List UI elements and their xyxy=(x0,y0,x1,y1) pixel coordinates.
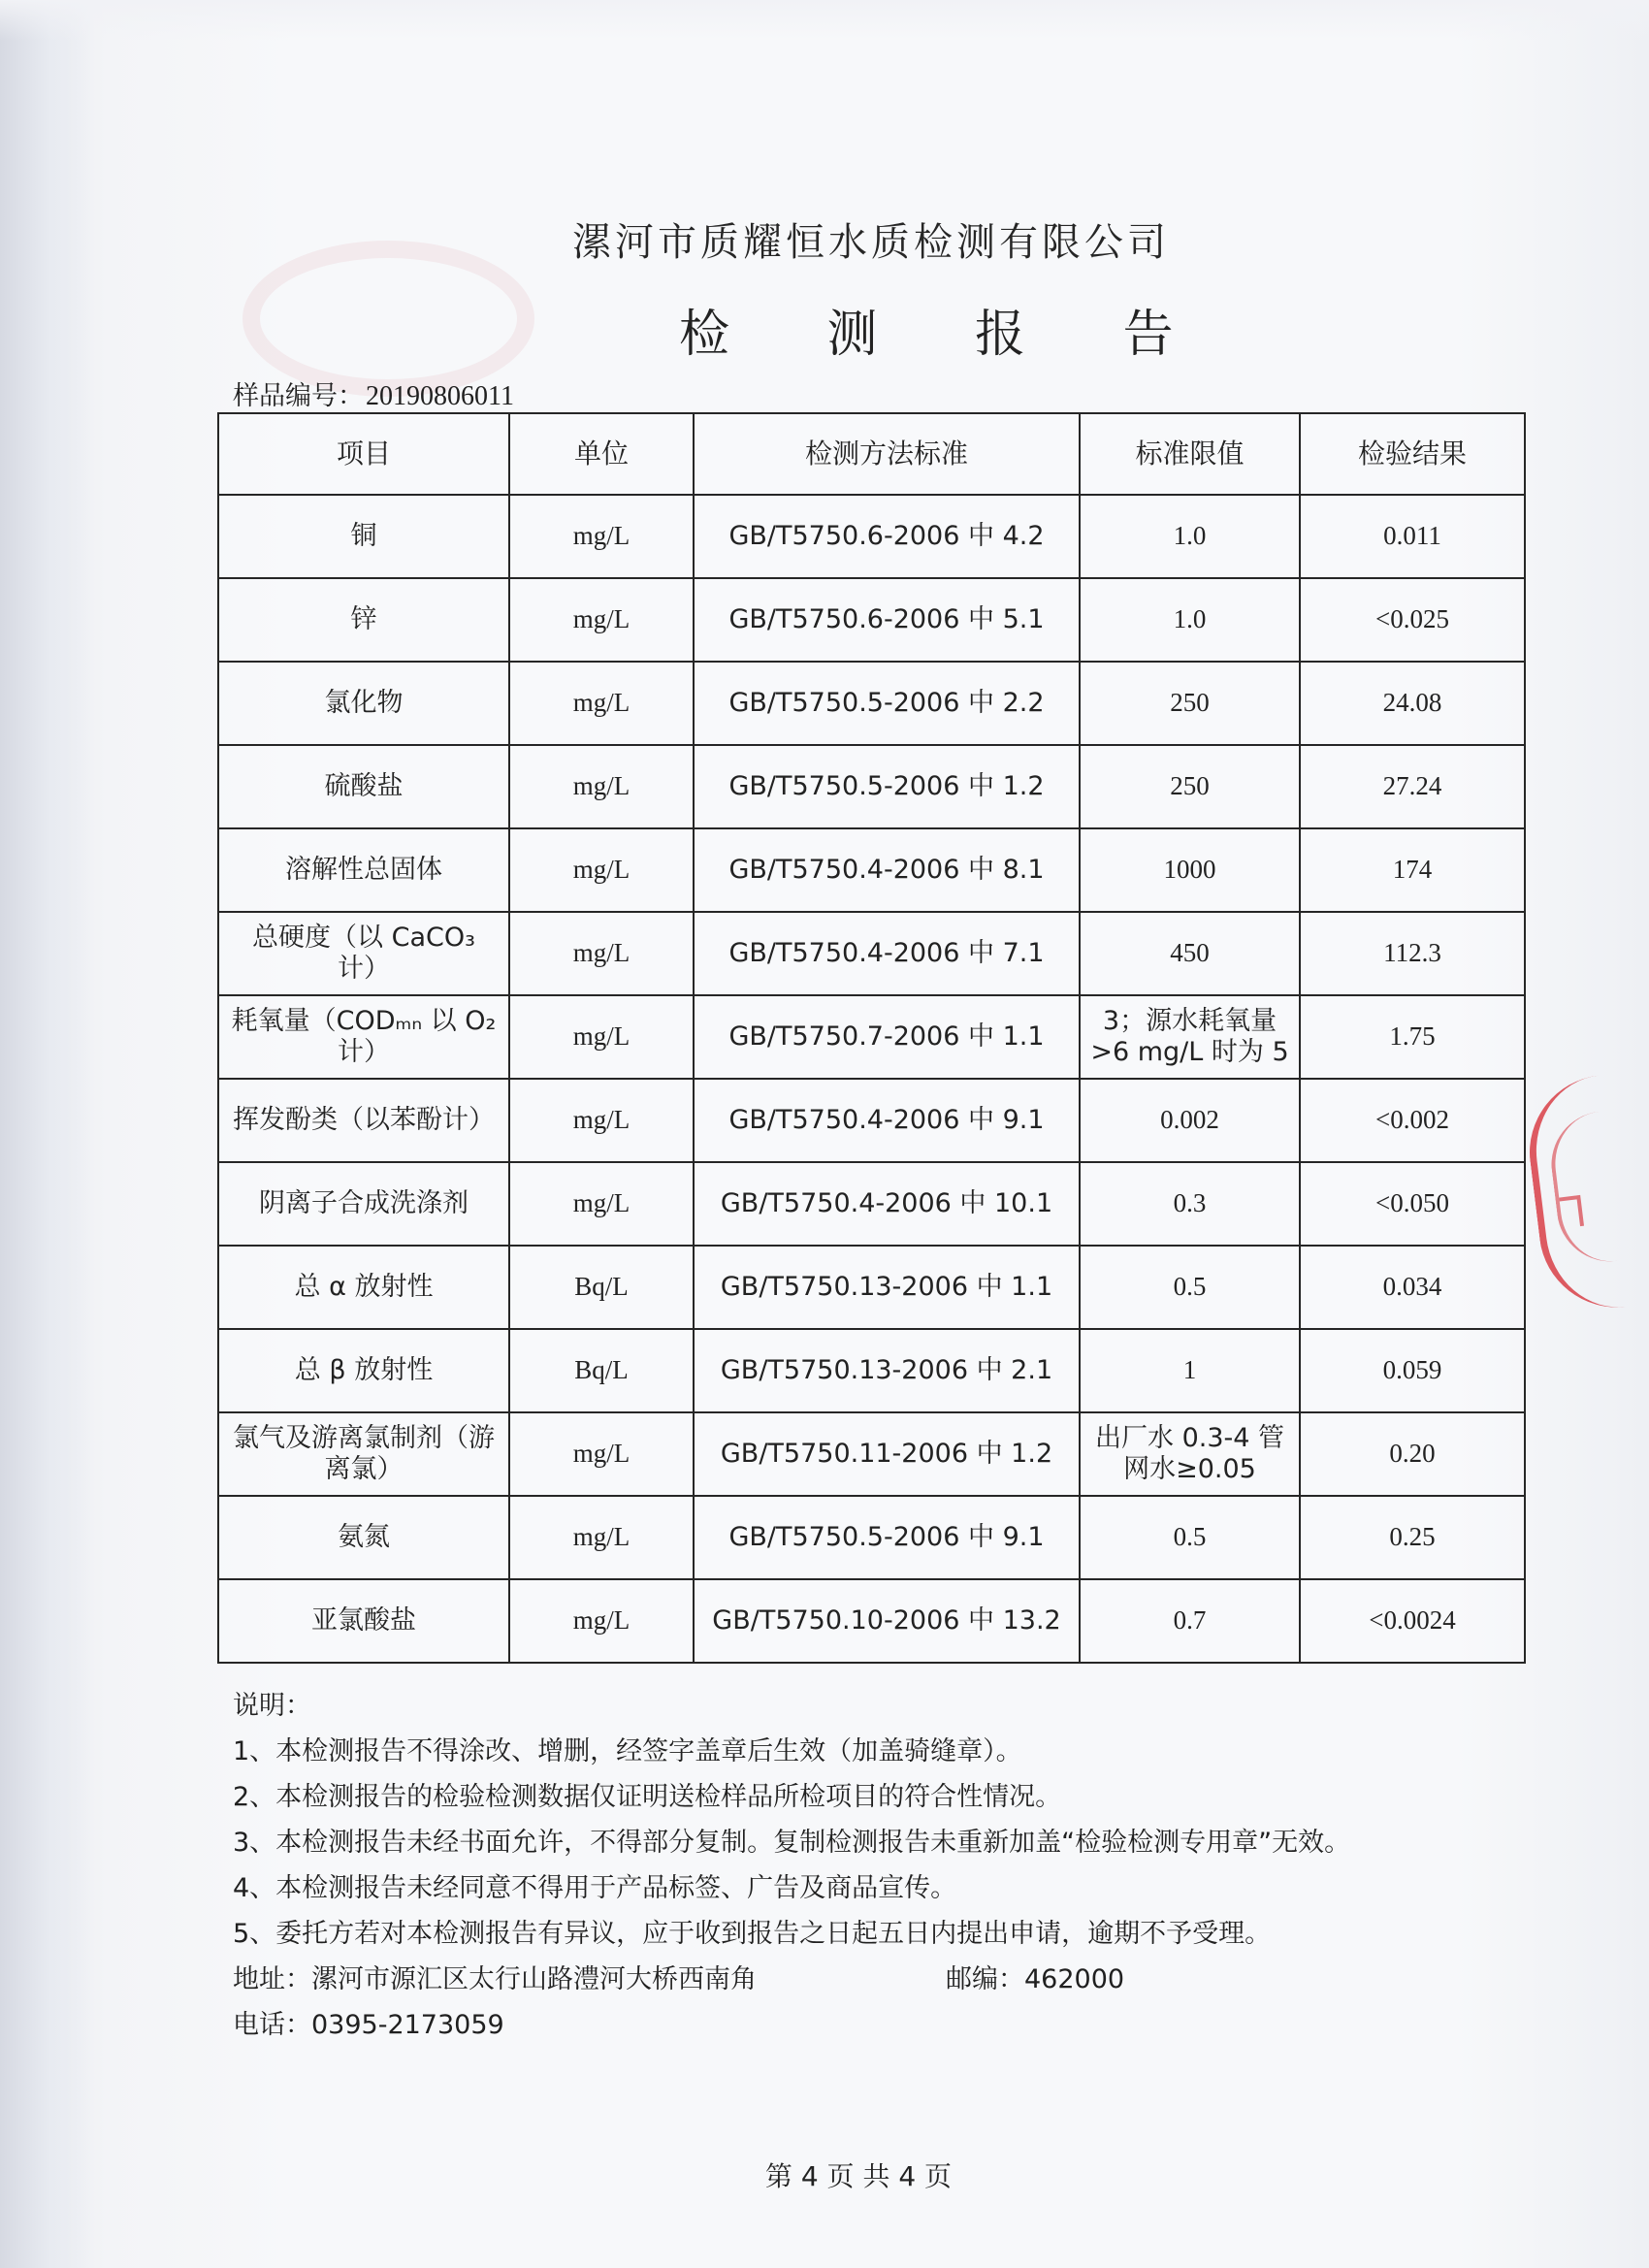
limit-cell: 0.5 xyxy=(1080,1246,1300,1329)
header-item: 项目 xyxy=(218,413,509,495)
unit-cell: mg/L xyxy=(509,1496,694,1579)
result-cell: 112.3 xyxy=(1300,912,1525,995)
table-row xyxy=(218,1079,1525,1162)
limit-cell: 250 xyxy=(1080,662,1300,745)
limit-cell: 3；源水耗氧量 >6 mg/L 时为 5 xyxy=(1080,995,1300,1079)
unit-cell: mg/L xyxy=(509,995,694,1079)
header-standard-limit: 标准限值 xyxy=(1080,413,1300,495)
method-cell: GB/T5750.13-2006 中 2.1 xyxy=(694,1329,1080,1412)
result-cell: 0.011 xyxy=(1300,495,1525,578)
phone-text: 电话：0395-2173059 xyxy=(233,2010,504,2040)
page-number: 第 4 页 共 4 页 xyxy=(764,2160,953,2192)
table-row xyxy=(218,745,1525,828)
item-cell: 锌 xyxy=(218,578,509,662)
table-row xyxy=(218,995,1525,1079)
table-row xyxy=(218,912,1525,995)
table-row xyxy=(218,578,1525,662)
method-cell: GB/T5750.4-2006 中 7.1 xyxy=(694,912,1080,995)
limit-cell: 0.7 xyxy=(1080,1579,1300,1663)
unit-cell: mg/L xyxy=(509,1079,694,1162)
limit-cell: 出厂水 0.3-4 管网水≥0.05 xyxy=(1080,1412,1300,1496)
table-row xyxy=(218,662,1525,745)
method-cell: GB/T5750.4-2006 中 8.1 xyxy=(694,828,1080,912)
method-cell: GB/T5750.11-2006 中 1.2 xyxy=(694,1412,1080,1496)
test-results-table xyxy=(217,412,1526,1664)
result-cell: 0.25 xyxy=(1300,1496,1525,1579)
unit-cell: mg/L xyxy=(509,1412,694,1496)
item-cell: 总 α 放射性 xyxy=(218,1246,509,1329)
result-cell: <0.0024 xyxy=(1300,1579,1525,1663)
header-test-result: 检验结果 xyxy=(1300,413,1525,495)
report-title: 检 测 报 告 xyxy=(679,306,1214,364)
unit-cell: mg/L xyxy=(509,745,694,828)
method-cell: GB/T5750.5-2006 中 9.1 xyxy=(694,1496,1080,1579)
limit-cell: 0.5 xyxy=(1080,1496,1300,1579)
table-row xyxy=(218,1329,1525,1412)
unit-cell: mg/L xyxy=(509,1162,694,1246)
method-cell: GB/T5750.10-2006 中 13.2 xyxy=(694,1579,1080,1663)
sample-number-value: 20190806011 xyxy=(366,381,514,411)
scan-left-shadow xyxy=(0,0,92,2268)
scan-top-shadow xyxy=(0,0,1649,41)
postal-code-text: 邮编：462000 xyxy=(946,1964,1125,1994)
result-cell: 0.059 xyxy=(1300,1329,1525,1412)
result-cell: 0.034 xyxy=(1300,1246,1525,1329)
notes-section xyxy=(233,1683,1513,2048)
sample-number-label: 样品编号： xyxy=(233,381,364,411)
table-row xyxy=(218,1246,1525,1329)
limit-cell: 1 xyxy=(1080,1329,1300,1412)
limit-cell: 1.0 xyxy=(1080,578,1300,662)
note-item: 2、本检测报告的检验检测数据仅证明送检样品所检项目的符合性情况。 xyxy=(233,1782,1062,1812)
unit-cell: mg/L xyxy=(509,578,694,662)
note-item: 3、本检测报告未经书面允许，不得部分复制。复制检测报告未重新加盖“检验检测专用章”无效。 xyxy=(233,1828,1351,1858)
header-unit: 单位 xyxy=(509,413,694,495)
item-cell: 氨氮 xyxy=(218,1496,509,1579)
unit-cell: mg/L xyxy=(509,828,694,912)
note-item: 4、本检测报告未经同意不得用于产品标签、广告及商品宣传。 xyxy=(233,1873,957,1903)
table-row xyxy=(218,495,1525,578)
note-item: 5、委托方若对本检测报告有异议，应于收到报告之日起五日内提出申请，逾期不予受理。 xyxy=(233,1919,1272,1949)
table-row xyxy=(218,828,1525,912)
limit-cell: 1.0 xyxy=(1080,495,1300,578)
result-cell: 0.20 xyxy=(1300,1412,1525,1496)
table-row xyxy=(218,1579,1525,1663)
limit-cell: 1000 xyxy=(1080,828,1300,912)
method-cell: GB/T5750.5-2006 中 2.2 xyxy=(694,662,1080,745)
result-cell: 1.75 xyxy=(1300,995,1525,1079)
method-cell: GB/T5750.4-2006 中 10.1 xyxy=(694,1162,1080,1246)
header-method-standard: 检测方法标准 xyxy=(694,413,1080,495)
limit-cell: 450 xyxy=(1080,912,1300,995)
notes-heading: 说明： xyxy=(233,1691,311,1721)
faint-certification-mark xyxy=(242,241,534,397)
method-cell: GB/T5750.4-2006 中 9.1 xyxy=(694,1079,1080,1162)
item-cell: 溶解性总固体 xyxy=(218,828,509,912)
unit-cell: mg/L xyxy=(509,912,694,995)
result-cell: 174 xyxy=(1300,828,1525,912)
item-cell: 耗氧量（CODₘₙ 以 O₂ 计） xyxy=(218,995,509,1079)
table-row xyxy=(218,1162,1525,1246)
partial-red-seal xyxy=(1521,1070,1649,1315)
unit-cell: mg/L xyxy=(509,495,694,578)
address-text: 地址：漯河市源汇区太行山路澧河大桥西南角 xyxy=(233,1964,757,1994)
limit-cell: 0.002 xyxy=(1080,1079,1300,1162)
item-cell: 挥发酚类（以苯酚计） xyxy=(218,1079,509,1162)
unit-cell: Bq/L xyxy=(509,1246,694,1329)
sample-number-line xyxy=(233,374,514,412)
table-header-row xyxy=(218,413,1525,495)
item-cell: 阴离子合成洗涤剂 xyxy=(218,1162,509,1246)
method-cell: GB/T5750.7-2006 中 1.1 xyxy=(694,995,1080,1079)
result-cell: <0.050 xyxy=(1300,1162,1525,1246)
unit-cell: mg/L xyxy=(509,1579,694,1663)
result-cell: 27.24 xyxy=(1300,745,1525,828)
item-cell: 氯气及游离氯制剂（游离氯） xyxy=(218,1412,509,1496)
result-cell: <0.002 xyxy=(1300,1079,1525,1162)
address-line xyxy=(233,1957,1513,2002)
table-row xyxy=(218,1496,1525,1579)
unit-cell: Bq/L xyxy=(509,1329,694,1412)
method-cell: GB/T5750.5-2006 中 1.2 xyxy=(694,745,1080,828)
table-row xyxy=(218,1412,1525,1496)
item-cell: 总硬度（以 CaCO₃ 计） xyxy=(218,912,509,995)
limit-cell: 250 xyxy=(1080,745,1300,828)
result-cell: 24.08 xyxy=(1300,662,1525,745)
item-cell: 总 β 放射性 xyxy=(218,1329,509,1412)
method-cell: GB/T5750.13-2006 中 1.1 xyxy=(694,1246,1080,1329)
item-cell: 亚氯酸盐 xyxy=(218,1579,509,1663)
item-cell: 硫酸盐 xyxy=(218,745,509,828)
limit-cell: 0.3 xyxy=(1080,1162,1300,1246)
item-cell: 氯化物 xyxy=(218,662,509,745)
company-title: 漯河市质耀恒水质检测有限公司 xyxy=(572,220,1170,265)
method-cell: GB/T5750.6-2006 中 4.2 xyxy=(694,495,1080,578)
note-item: 1、本检测报告不得涂改、增删，经签字盖章后生效（加盖骑缝章）。 xyxy=(233,1736,1022,1766)
unit-cell: mg/L xyxy=(509,662,694,745)
method-cell: GB/T5750.6-2006 中 5.1 xyxy=(694,578,1080,662)
result-cell: <0.025 xyxy=(1300,578,1525,662)
item-cell: 铜 xyxy=(218,495,509,578)
